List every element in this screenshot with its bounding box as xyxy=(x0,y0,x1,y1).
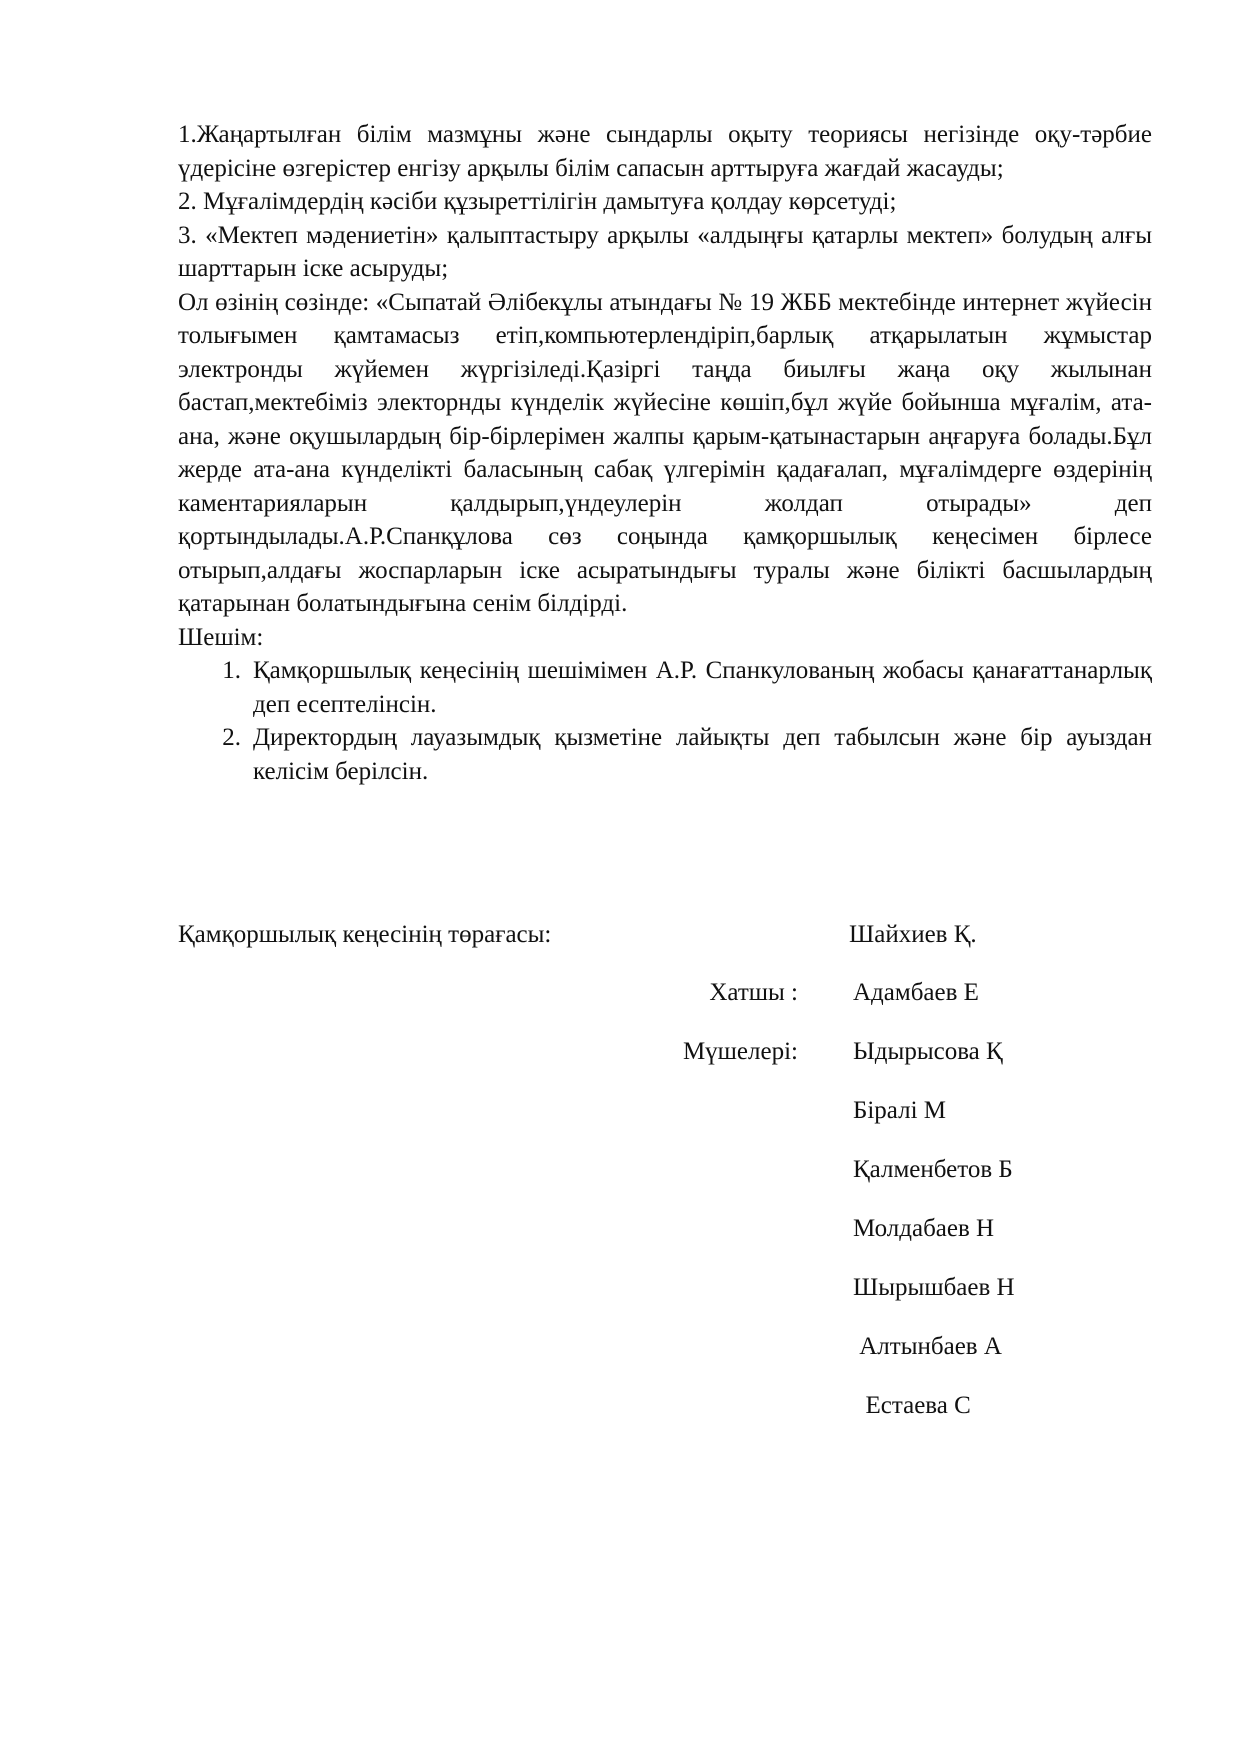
decision-item xyxy=(178,721,1152,788)
chair-role-label: Қамқоршылық кеңесінің төрағасы: xyxy=(178,921,552,948)
signature-row-member xyxy=(178,1271,1152,1305)
goal-2: 2. Мұғалімдердің кәсіби құзыреттілігін дамытуға қолдау көрсетуді; xyxy=(178,188,897,215)
goal-3: 3. «Мектеп мәдениетін» қалыптастыру арқылы «алдыңғы қатарлы мектеп» болудың алғы шарттарын іске асыруды; xyxy=(178,221,1152,282)
decision-item-number: 2. xyxy=(222,724,241,751)
members-role-label: Мүшелері: xyxy=(682,1038,798,1065)
chair-name: Шайхиев Қ. xyxy=(849,921,977,948)
decision-item-text: Қамқоршылық кеңесінің шешімімен А.Р. Спанкулованың жобасы қанағаттанарлық деп есептелінсін. xyxy=(253,657,1152,718)
signature-row-member xyxy=(178,1330,1152,1364)
speech-paragraph: Ол өзінің сөзінде: «Сыпатай Әлібекұлы атындағы № 19 ЖББ мектебінде интернет жүйесін толығымен қамтамасыз етіп,компьютерлендіріп,барлық атқарылатын жұмыстар электронды жүйемен жүргізіледі.Қазіргі таңда биылғы жаңа оқу жылынан бастап,мектебіміз электорнды күнделік жүйесіне көшіп,бұл жүйе бойынша мұғалім, ата-ана, және оқушылардың бір-бірлерімен жалпы қарым-қатынастарын аңғаруға болады.Бұл жерде ата-ана күнделікті баласының сабақ үлгерімін қадағалап, мұғалімдерге өздерінің каментарияларын қалдырып,үндеулерін жолдап отырады» деп қортындылады.А.Р.Спанқұлова сөз соңында қамқоршылық кеңесімен бірлесе отырып,алдағы жоспарларын іске асыратындығы туралы және білікті басшылардың қатарынан болатындығына сенім білдірді. xyxy=(178,288,1152,617)
decision-item-number: 1. xyxy=(222,657,241,684)
member-name: Шырышбаев Н xyxy=(853,1274,1015,1301)
signature-row-chair xyxy=(178,918,1152,952)
member-name: Молдабаев Н xyxy=(853,1215,995,1242)
member-name: Ыдырысова Қ xyxy=(853,1038,1003,1065)
secretary-name: Адамбаев Е xyxy=(853,979,979,1006)
goal-1: 1.Жаңартылған білім мазмұны және сындарлы оқыту теориясы негізінде оқу-тәрбие үдерісіне өзгерістер енгізу арқылы білім сапасын арттыруға жағдай жасауды; xyxy=(178,121,1152,182)
secretary-role-label: Хатшы : xyxy=(709,979,798,1006)
signature-row-secretary xyxy=(178,976,1152,1010)
decision-item xyxy=(178,654,1152,721)
member-name: Естаева С xyxy=(853,1392,971,1419)
signature-row-member xyxy=(178,1094,1152,1128)
document-body xyxy=(178,118,1152,788)
signature-row-member xyxy=(178,1212,1152,1246)
decision-list xyxy=(178,654,1152,788)
signature-row-member xyxy=(178,1389,1152,1423)
member-name: Біралі М xyxy=(853,1097,947,1124)
decision-item-text: Директордың лауазымдық қызметіне лайықты деп табылсын және бір ауыздан келісім берілсін. xyxy=(253,724,1152,785)
signature-row-members xyxy=(178,1035,1152,1069)
signature-row-member xyxy=(178,1153,1152,1187)
member-name: Қалменбетов Б xyxy=(853,1156,1013,1183)
decision-label: Шешім: xyxy=(178,623,264,651)
member-name: Алтынбаев А xyxy=(853,1333,1002,1360)
